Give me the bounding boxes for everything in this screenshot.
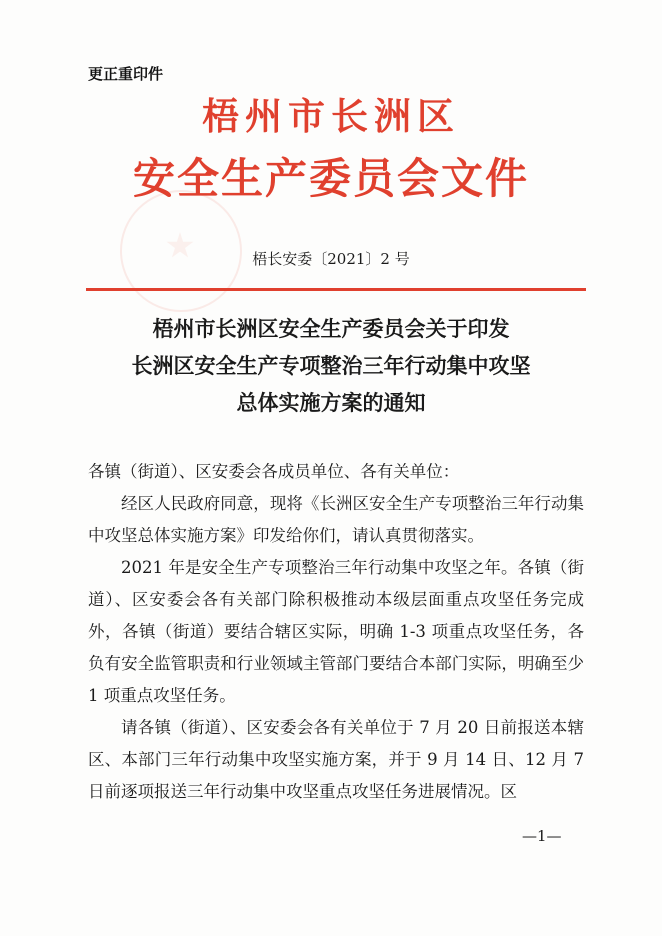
paragraph-2: 2021 年是安全生产专项整治三年行动集中攻坚之年。各镇（街道）、区安委会各有关部门除积极推动本级层面重点攻坚任务完成外，各镇（街道）要结合辖区实际，明确 1-3 项重点攻坚任务，各负有安全监管职责和行业领域主管部门要结合本部门实际，明确至少 1 项重点攻坚任务。: [88, 558, 584, 705]
reprint-note: 更正重印件: [88, 65, 164, 83]
title-line-3: 总体实施方案的通知: [236, 390, 426, 415]
paragraph-3: 请各镇（街道）、区安委会各有关单位于 7 月 20 日前报送本辖区、本部门三年行动集中攻坚实施方案，并于 9 月 14 日、12 月 7 日前逐项报送三年行动集中攻坚重点攻坚任务进展情况。区: [88, 718, 584, 801]
title-line-1: 梧州市长洲区安全生产委员会关于印发: [152, 316, 510, 341]
salutation: 各镇（街道）、区安委会各成员单位、各有关单位：: [88, 462, 460, 481]
org-name-line1: 梧州市长洲区: [202, 94, 460, 138]
red-separator-line: [86, 288, 586, 291]
paragraph-1: 经区人民政府同意，现将《长洲区安全生产专项整治三年行动集中攻坚总体实施方案》印发给你们，请认真贯彻落实。: [88, 494, 584, 545]
org-name-line2: 安全生产委员会文件: [132, 154, 529, 203]
title-line-2: 长洲区安全生产专项整治三年行动集中攻坚: [131, 353, 531, 378]
page-number: —1—: [522, 827, 562, 845]
document-number: 梧长安委〔2021〕2 号: [252, 250, 410, 268]
